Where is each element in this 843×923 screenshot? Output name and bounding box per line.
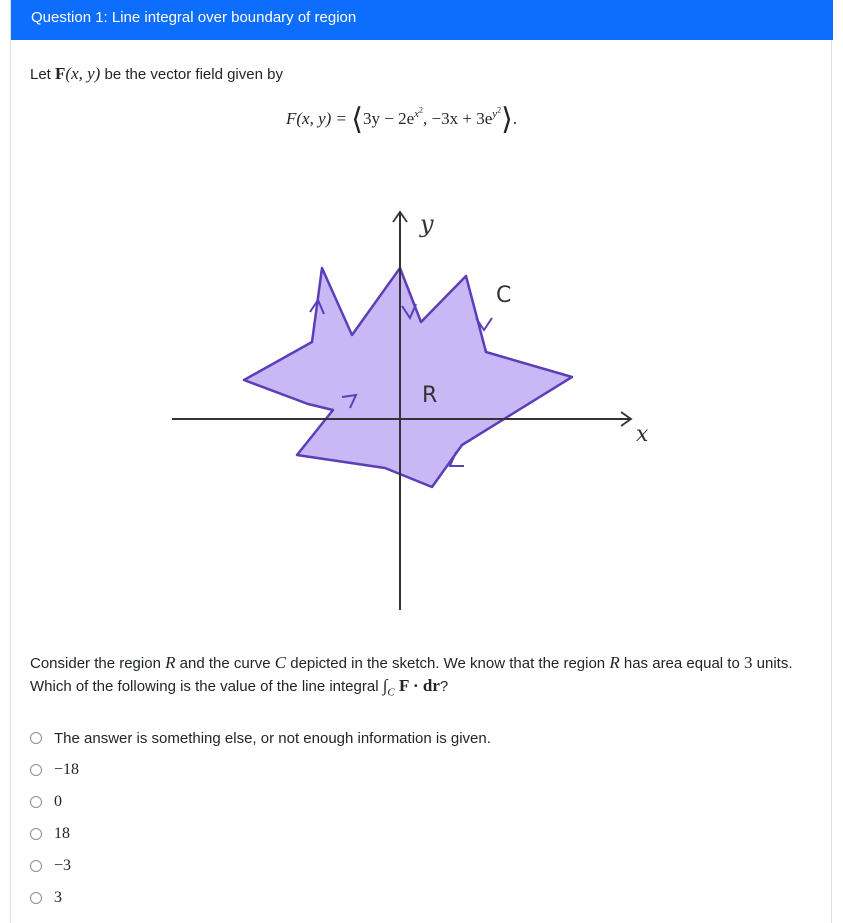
option-0[interactable] (30, 786, 491, 818)
line-integral: $\int_C$ F · dr (382, 676, 440, 699)
radio-button[interactable] (30, 860, 42, 872)
formula-second-component: −3x + 3e (431, 109, 493, 128)
question-title: Question 1: Line integral over boundary of region (31, 9, 357, 26)
option-label: 0 (54, 793, 62, 810)
radio-button[interactable] (30, 732, 42, 744)
curve-label: C (496, 283, 512, 308)
y-axis-label: y (420, 210, 434, 238)
formula-first-component: 3y − 2e (363, 109, 415, 128)
option-18[interactable] (30, 818, 491, 850)
radio-button[interactable] (30, 828, 42, 840)
option-label: −3 (54, 857, 72, 874)
intro-text: Let F(x, y) be the vector field given by (30, 64, 283, 83)
radio-button[interactable] (30, 892, 42, 904)
radio-button[interactable] (30, 764, 42, 776)
question-prompt: Consider the region R and the curve C depicted in the sketch. We know that the region R has area equal to 3 units. Which of the following is the value of the line integral $\int_C$ F · dr? (30, 653, 793, 699)
x-axis-label: x (636, 422, 649, 447)
option-label: 3 (54, 889, 62, 906)
option-neg-18[interactable] (30, 754, 491, 786)
radio-button[interactable] (30, 796, 42, 808)
answer-options (30, 722, 491, 914)
option-other[interactable] (30, 722, 491, 754)
option-3[interactable] (30, 882, 491, 914)
option-label: The answer is something else, or not enough information is given. (54, 729, 491, 747)
option-label: −18 (54, 761, 80, 778)
right-angle-bracket: ⟩ (501, 102, 513, 137)
vector-field-formula: F(x, y) = ⟨3y − $2e^{x^2}$, $-3x + 3e^{y^2}⟩$. (286, 102, 518, 137)
region-label: R (422, 383, 438, 408)
field-symbol: F(x, y) (55, 64, 101, 83)
option-label: 18 (54, 825, 70, 842)
option-neg-3[interactable] (30, 850, 491, 882)
second-exponent: y (492, 108, 498, 121)
formula-lhs: F(x, y) = (286, 109, 352, 128)
first-exponent: x (414, 108, 420, 121)
left-angle-bracket: ⟨ (351, 102, 363, 137)
region-r-shape (244, 268, 572, 487)
